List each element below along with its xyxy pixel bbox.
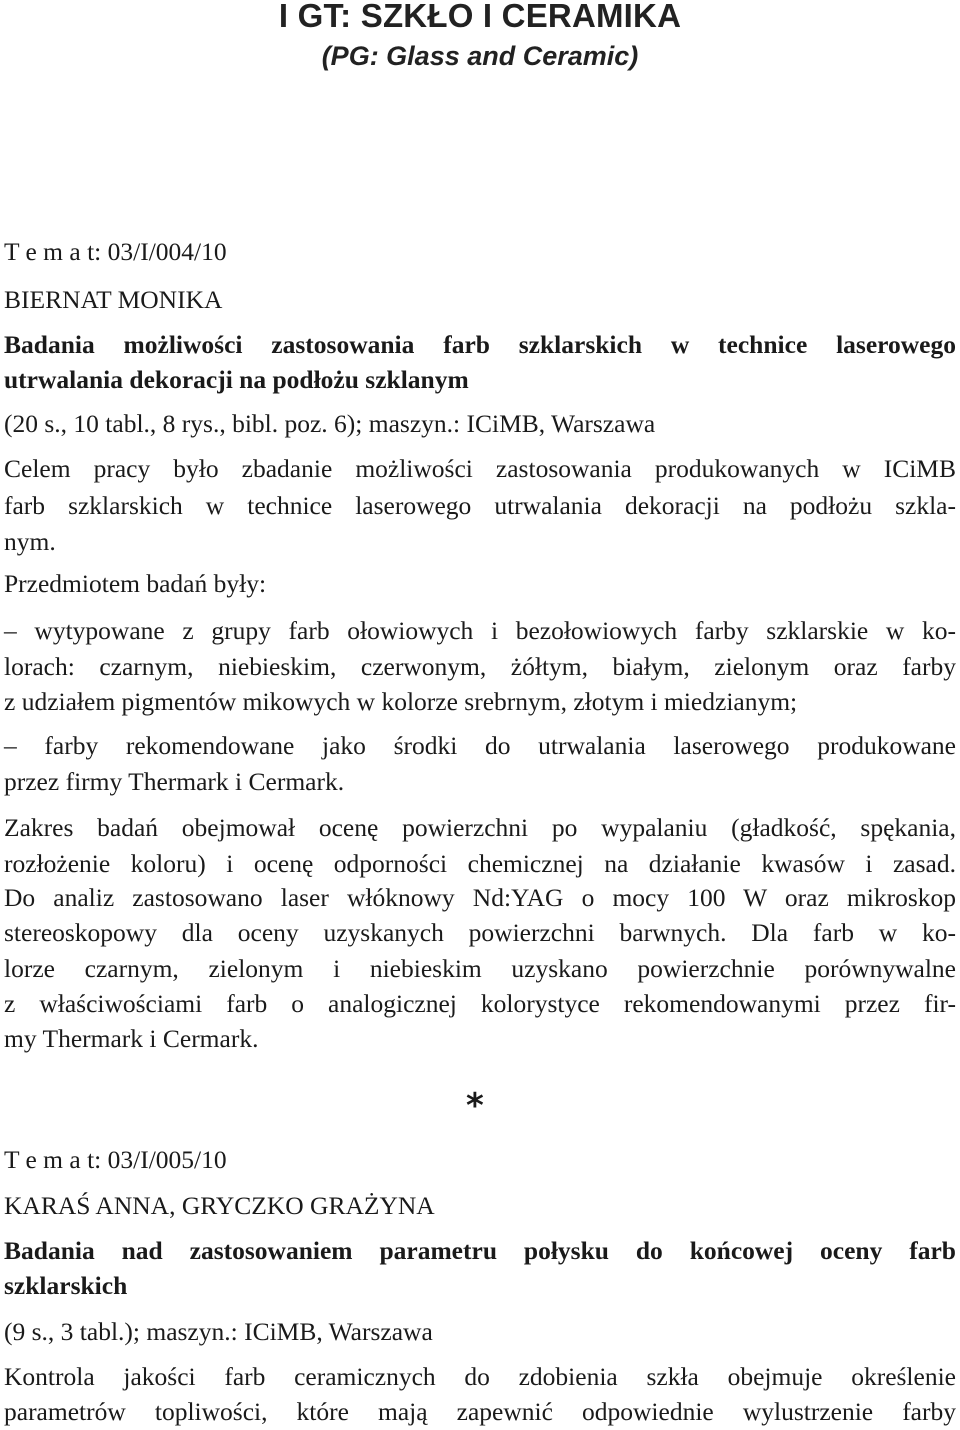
entry-1-abstract-line: przez firmy Thermark i Cermark. <box>4 767 345 796</box>
entry-1-abstract-line: my Thermark i Cermark. <box>4 1024 259 1053</box>
entry-1-abstract-line: z właściwościami farb o analogicznej kolorystyce rekomendowanymi przez fir- <box>4 989 956 1018</box>
entry-1-title-line-1: Badania możliwości zastosowania farb szklarskich w technice laserowego <box>4 330 956 359</box>
entry-1-abstract-line: Zakres badań obejmował ocenę powierzchni po wypalaniu (gładkość, spękania, <box>4 813 956 842</box>
entry-1-abstract-line: lorze czarnym, zielonym i niebieskim uzyskano powierzchnie porównywalne <box>4 954 956 983</box>
entry-2-abstract-line: Kontrola jakości farb ceramicznych do zdobienia szkła obejmuje określenie <box>4 1362 956 1391</box>
entry-1-abstract-line: stereoskopowy dla oceny uzyskanych powierzchni barwnych. Dla farb w ko- <box>4 918 956 947</box>
entry-1-abstract-line: lorach: czarnym, niebieskim, czerwonym, żółtym, białym, zielonym oraz farby <box>4 652 956 681</box>
section-title: I GT: SZKŁO I CERAMIKA <box>278 0 682 34</box>
entry-2-abstract-line: parametrów topliwości, które mają zapewnić odpowiednie wylustrzenie farby <box>4 1397 956 1426</box>
entry-1-abstract-line: z udziałem pigmentów mikowych w kolorze srebrnym, złotym i miedzianym; <box>4 687 798 716</box>
entry-2-title-line-2: szklarskich <box>4 1271 128 1300</box>
entry-1-abstract-line: Celem pracy było zbadanie możliwości zastosowania produkowanych w ICiMB <box>4 454 956 483</box>
entry-2-meta: (9 s., 3 tabl.); maszyn.: ICiMB, Warszawa <box>4 1317 433 1346</box>
entry-1-abstract-line: Przedmiotem badań były: <box>4 569 267 598</box>
section-subtitle: (PG: Glass and Ceramic) <box>321 41 639 71</box>
entry-1-abstract-line: – wytypowane z grupy farb ołowiowych i bezołowiowych farby szklarskie w ko- <box>4 616 956 645</box>
entry-separator-asterisk: * <box>466 1086 484 1126</box>
entry-2-topic: T e m a t: 03/I/005/10 <box>4 1145 227 1174</box>
entry-1-title-line-2: utrwalania dekoracji na podłożu szklanym <box>4 365 469 394</box>
entry-1-meta: (20 s., 10 tabl., 8 rys., bibl. poz. 6); maszyn.: ICiMB, Warszawa <box>4 409 656 438</box>
entry-1-abstract-line: farb szklarskich w technice laserowego utrwalania dekoracji na podłożu szkla- <box>4 491 956 520</box>
entry-1-authors: BIERNAT MONIKA <box>4 285 223 314</box>
entry-1-abstract-line: Do analiz zastosowano laser włóknowy Nd:YAG o mocy 100 W oraz mikroskop <box>4 883 956 912</box>
entry-2-title-line-1: Badania nad zastosowaniem parametru połysku do końcowej oceny farb <box>4 1236 956 1265</box>
entry-1-abstract-line: rozłożenie koloru) i ocenę odporności chemicznej na działanie kwasów i zasad. <box>4 849 956 878</box>
entry-1-topic: T e m a t: 03/I/004/10 <box>4 237 227 266</box>
entry-1-abstract-line: nym. <box>4 527 56 556</box>
entry-1-abstract-line: – farby rekomendowane jako środki do utrwalania laserowego produkowane <box>4 731 956 760</box>
entry-2-authors: KARAŚ ANNA, GRYCZKO GRAŻYNA <box>4 1191 435 1220</box>
